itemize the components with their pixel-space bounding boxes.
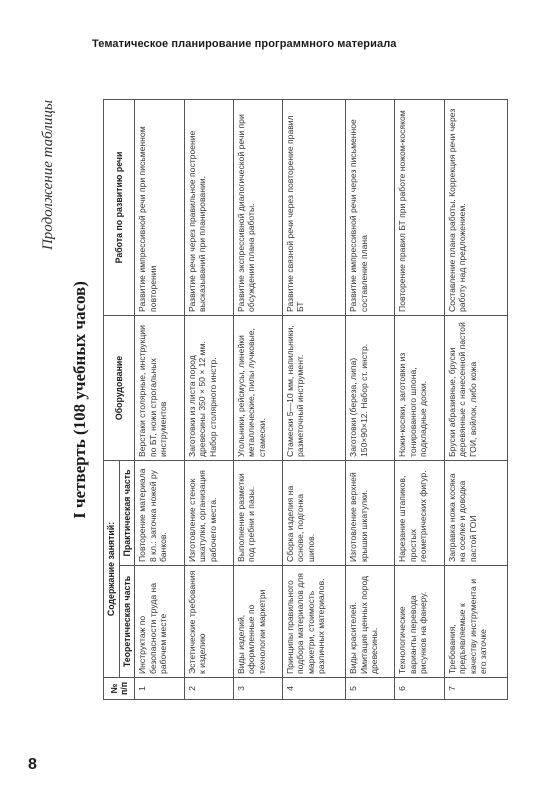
header-speech: Работа по развитию речи [104, 99, 135, 315]
page-number: 8 [28, 756, 37, 773]
cell-speech: Развитие связной речи через повторение правил БТ [282, 99, 345, 315]
cell-theory: Принципы правильного подбора материалов для маркетри, стоимость различных материалов. [282, 566, 345, 678]
cell-practice: Изготовление стенок шкатулки, организация рабочего места. [184, 460, 233, 565]
continuation-label: Продолжение таблицы [40, 100, 56, 251]
cell-speech: Развитие импрессивной речи через письменное составление плана [346, 99, 395, 315]
cell-speech: Составление плана работы. Коррекция речи через работу над предложением. [444, 99, 507, 315]
cell-num: 7 [444, 678, 507, 700]
header-content: Содержание занятий: [104, 460, 120, 677]
table-row [346, 99, 395, 699]
cell-speech: Развитие речи через правильное построение высказываний при планировании. [184, 99, 233, 315]
cell-practice: Изготовление верхней крышки шкатулки. [346, 460, 395, 565]
header-practice: Практическая часть [119, 460, 135, 565]
header-theory: Теоретическая часть [119, 566, 135, 678]
header-num: № п/п [104, 678, 135, 700]
cell-equipment: Стамески 5—10 мм, напильники, разметочный инструмент. [282, 315, 345, 460]
cell-speech: Повторение правил БТ при работе ножом-косяком [395, 99, 444, 315]
header-equipment: Оборудование [104, 315, 135, 460]
cell-theory: Технологические варианты перевода рисунков на фанеру. [395, 566, 444, 678]
cell-speech: Развитие экспрессивной диалогической речи при обсуждении плана работы. [233, 99, 282, 315]
cell-theory: Виды изделий, оформленные по технологии маркетри [233, 566, 282, 678]
cell-practice: Выполнение разметки под гребни и пазы. [233, 460, 282, 565]
cell-equipment: Бруски абразивные, бруски деревянные с нанесенной пастой ГОИ, войлок, либо кожа [444, 315, 507, 460]
cell-theory: Эстетические требования к изделию [184, 566, 233, 678]
table-row [395, 99, 444, 699]
table-row [282, 99, 345, 699]
cell-practice: Повторение материала 8 кл.: заточка ножей ру банков. [135, 460, 184, 565]
cell-theory: Требования, предъявляемые к качеству инструмента и его заточке [444, 566, 507, 678]
rotated-content [40, 100, 510, 700]
cell-num: 4 [282, 678, 345, 700]
table-row [184, 99, 233, 699]
cell-practice: Заправка ножа косяка на оселке и доводка пастой ГОИ [444, 460, 507, 565]
cell-equipment: Заготовки из листа пород древесины 350 × 50 × 12 мм. Набор столярного инстр. [184, 315, 233, 460]
cell-num: 2 [184, 678, 233, 700]
table-row [233, 99, 282, 699]
cell-practice: Сборка изделия на основе, подгонка шипов. [282, 460, 345, 565]
cell-num: 3 [233, 678, 282, 700]
cell-equipment: Угольники, рейсмусы, линейки металлические, пилы лучковые, стамески. [233, 315, 282, 460]
cell-theory: Инструктаж по безопасности труда на рабочем месте [135, 566, 184, 678]
cell-equipment: Верстаки столярные, инструкции по БТ, ножи строгальных инструментов [135, 315, 184, 460]
table-row [444, 99, 507, 699]
running-title: Тематическое планирование программного материала [92, 38, 397, 50]
table-row [135, 99, 184, 699]
cell-speech: Развитие импрессивной речи при письменном повторении [135, 99, 184, 315]
cell-num: 5 [346, 678, 395, 700]
plan-table [103, 99, 508, 700]
cell-practice: Нарезание штапиков, простых геометрических фигур. [395, 460, 444, 565]
quarter-title: I четверть (108 учебных часов) [70, 281, 89, 519]
cell-theory: Виды красителей. Имитация ценных пород древесины. [346, 566, 395, 678]
cell-equipment: Ножи-косяки, заготовки из тонированного шпона, подкладные доски. [395, 315, 444, 460]
cell-equipment: Заготовки (береза, липа) 150×90×12. Набор ст. инстр. [346, 315, 395, 460]
cell-num: 6 [395, 678, 444, 700]
cell-num: 1 [135, 678, 184, 700]
